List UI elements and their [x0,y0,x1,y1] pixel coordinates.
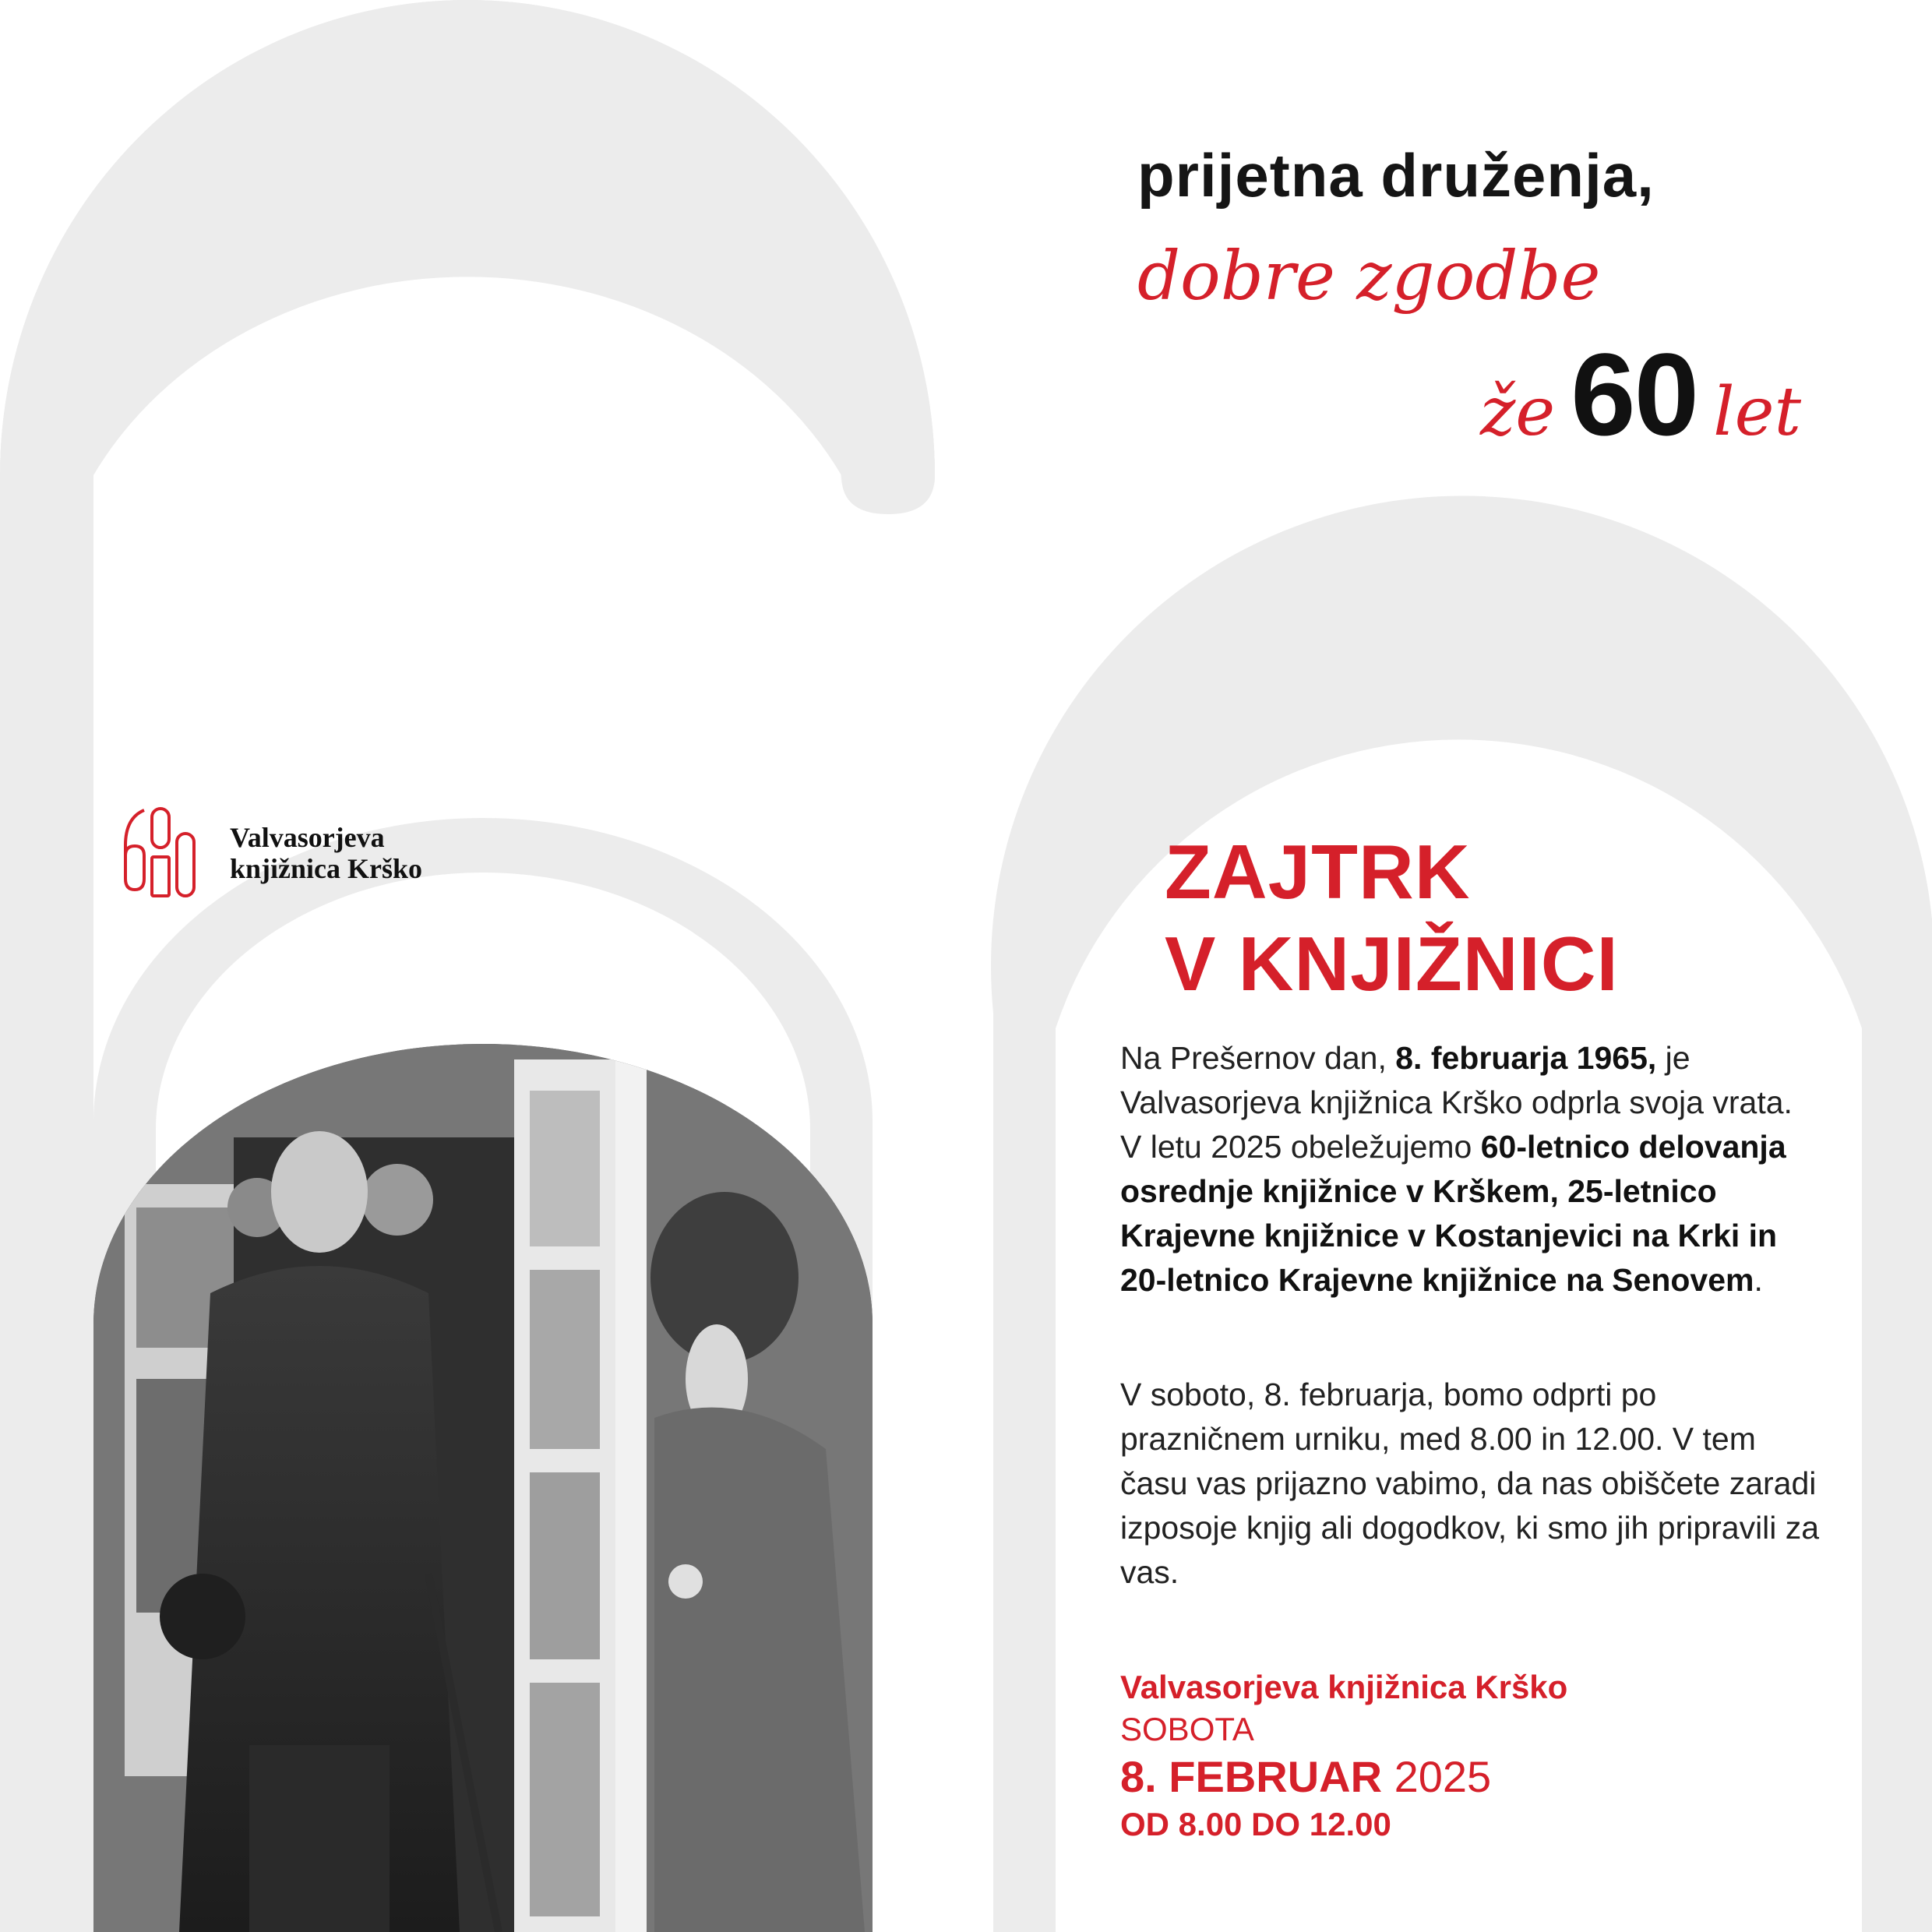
event-title [1165,826,1866,1010]
intro-paragraph [1120,1036,1821,1303]
headline-ze: že [1480,373,1556,451]
headline-line2-script: dobre zgodbe [1137,238,1601,316]
logo-name-line2: knjižnica Krško [230,853,423,884]
event-date [1120,1750,1821,1804]
headline-line3 [1480,327,1801,462]
body-paragraph: V soboto, 8. februarja, bomo odprti po prazničnem urniku, med 8.00 in 12.00. V tem času vas prijazno vabimo, da nas obiščete zaradi izposoje knjig ali dogodkov, ki smo jih pripravili za vas. [1120,1377,1820,1590]
event-date-bold: 8. FEBRUAR [1120,1752,1383,1801]
event-details [1120,1666,1821,1845]
intro-text-3: . [1754,1262,1763,1298]
logo-60-mark-icon [121,802,199,899]
event-title-line1: ZAJTRK [1165,829,1471,915]
headline-60: 60 [1571,329,1698,460]
venue-name: Valvasorjeva knjižnica Krško [1120,1669,1568,1705]
event-date-year: 2025 [1382,1752,1492,1801]
intro-bold-date: 8. februarja 1965, [1395,1040,1657,1076]
intro-text-2: je Valvasorjeva knjižnica Krško odprla svoja vrata. V letu 2025 obeležujemo [1120,1040,1793,1165]
headline-let: let [1713,373,1802,451]
intro-text-1: Na Prešernov dan, [1120,1040,1396,1076]
event-time: OD 8.00 DO 12.00 [1120,1806,1391,1842]
intro-bold-anniversaries: 60-letnico delovanja osrednje knjižnice v Krškem, 25-letnico Krajevne knjižnice v Kostanjevici na Krki in 20-letnico Krajevne knjižnice na Senovem [1120,1129,1786,1298]
event-title-line2: V KNJIŽNICI [1165,921,1619,1007]
logo-name-line1: Valvasorjeva [230,822,385,853]
historic-photo [93,1044,873,1932]
event-day: SOBOTA [1120,1711,1254,1747]
headline-line1: prijetna druženja, [1137,141,1655,210]
logo-text [230,822,422,884]
library-logo [121,802,510,904]
